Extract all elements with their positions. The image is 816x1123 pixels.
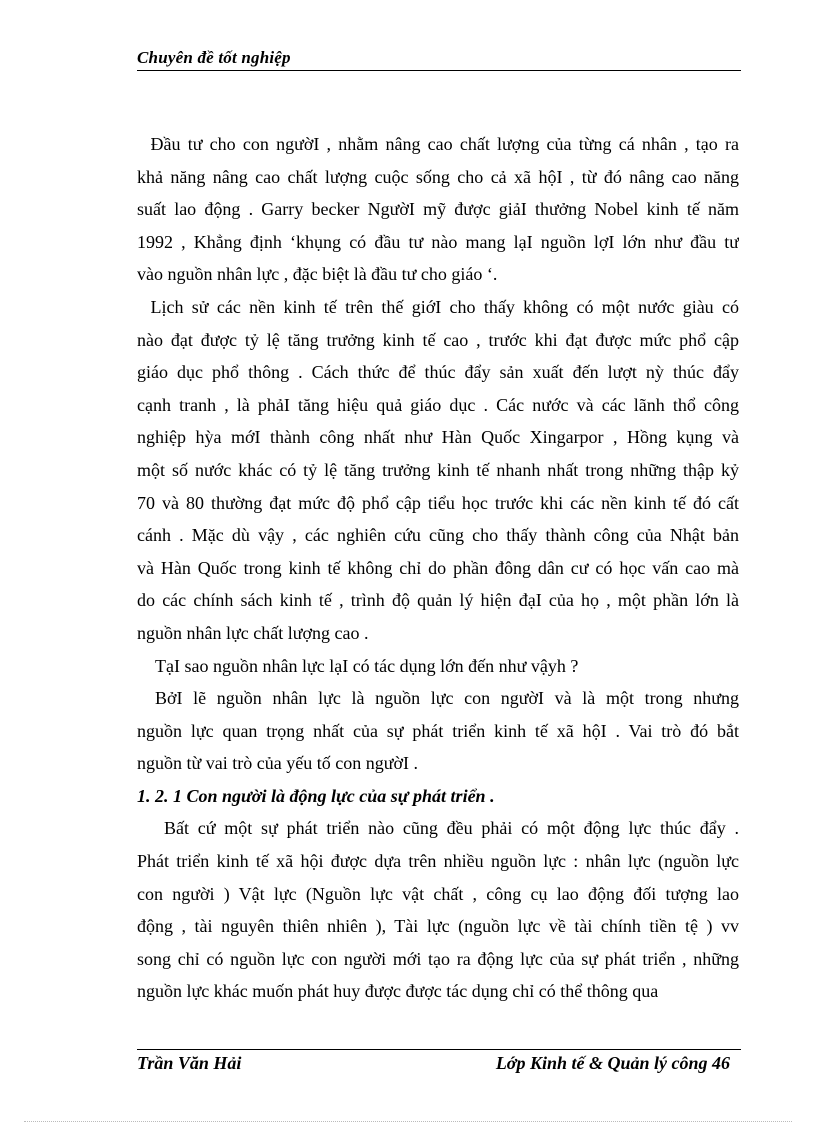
body-line: cạnh tranh , là phảI tăng hiệu quả giáo dục . Các nước và các lãnh thổ công (137, 394, 739, 415)
body-line: TạI sao nguồn nhân lực lạI có tác dụng lớn đến như vậyh ? (155, 655, 579, 676)
footer-class-name: Lớp Kinh tế & Quản lý công 46 (495, 1053, 730, 1073)
header-divider (137, 70, 741, 71)
body-line: Lịch sử các nền kinh tế trên thế giớI cho thấy không có một nước giàu có (150, 296, 739, 317)
body-line: nguồn lực quan trọng nhất của sự phát triển kinh tế xã hộI . Vai trò đó bắt (137, 720, 739, 741)
body-line: 70 và 80 thường đạt mức độ phổ cập tiểu học trước khi các nền kinh tế đó cất (137, 492, 739, 513)
body-line: nguồn nhân lực chất lượng cao . (137, 622, 369, 643)
footer-author: Trần Văn Hải (137, 1053, 242, 1073)
footer-divider (137, 1049, 741, 1050)
body-line: song chỉ có nguồn lực con người mới tạo ra động lực của sự phát triển , những (137, 948, 739, 969)
body-line: và Hàn Quốc trong kinh tế không chỉ do phần đông dân cư có học vấn cao mà (137, 557, 739, 578)
body-line: Phát triển kinh tế xã hội được dựa trên nhiều nguồn lực : nhân lực (nguồn lực (137, 851, 739, 872)
body-line: nghiệp hỳa mớI thành công nhất như Hàn Quốc Xingarpor , Hồng kụng và (137, 427, 739, 448)
body-line: Bất cứ một sự phát triển nào cũng đều phải có một động lực thúc đẩy . (164, 818, 739, 839)
body-line: do các chính sách kinh tế , trình độ quản lý hiện đạI của họ , một phần lớn là (137, 590, 739, 611)
body-line: con người ) Vật lực (Nguồn lực vật chất , công cụ lao động đối tượng lao (137, 883, 739, 904)
document-body (137, 128, 739, 1008)
body-line: nguồn lực khác muốn phát huy được được tác dụng chỉ có thể thông qua (137, 981, 659, 1002)
body-line: suất lao động . Garry becker NgườI mỹ được giảI thưởng Nobel kinh tế năm (137, 199, 739, 220)
body-line: động , tài nguyên thiên nhiên ), Tài lực (nguồn lực về tài chính tiền tệ ) vv (137, 916, 739, 937)
header-title: Chuyên đề tốt nghiệp (137, 48, 291, 67)
page-bottom-edge (24, 1121, 792, 1122)
body-line: khả năng nâng cao chất lượng cuộc sống cho cả xã hộI , từ đó nâng cao năng (137, 166, 739, 187)
body-line: nào đạt được tỷ lệ tăng trưởng kinh tế cao , trước khi đạt được mức phổ cập (137, 329, 739, 350)
body-line: một số nước khác có tỷ lệ tăng trưởng kinh tế nhanh nhất trong những thập kỷ (137, 459, 739, 480)
body-line: 1992 , Khẳng định ‘khụng có đầu tư nào mang lạI nguồn lợI lớn như đầu tư (137, 231, 739, 252)
body-line: Đầu tư cho con ngườI , nhằm nâng cao chất lượng của từng cá nhân , tạo ra (150, 134, 739, 154)
body-line: vào nguồn nhân lực , đặc biệt là đầu tư cho giáo ‘. (137, 264, 498, 285)
section-heading: 1. 2. 1 Con người là động lực của sự phát triển . (137, 785, 495, 806)
body-line: nguồn từ vai trò của yếu tố con ngườI . (137, 753, 418, 774)
body-line: giáo dục phổ thông . Cách thức để thúc đẩy sản xuất đến lượt nỳ thúc đẩy (137, 362, 739, 383)
body-line: cánh . Mặc dù vậy , các nghiên cứu cũng cho thấy thành công của Nhật bản (137, 525, 739, 546)
body-line: BởI lẽ nguồn nhân lực là nguồn lực con ngườI và là một trong nhưng (155, 688, 739, 709)
